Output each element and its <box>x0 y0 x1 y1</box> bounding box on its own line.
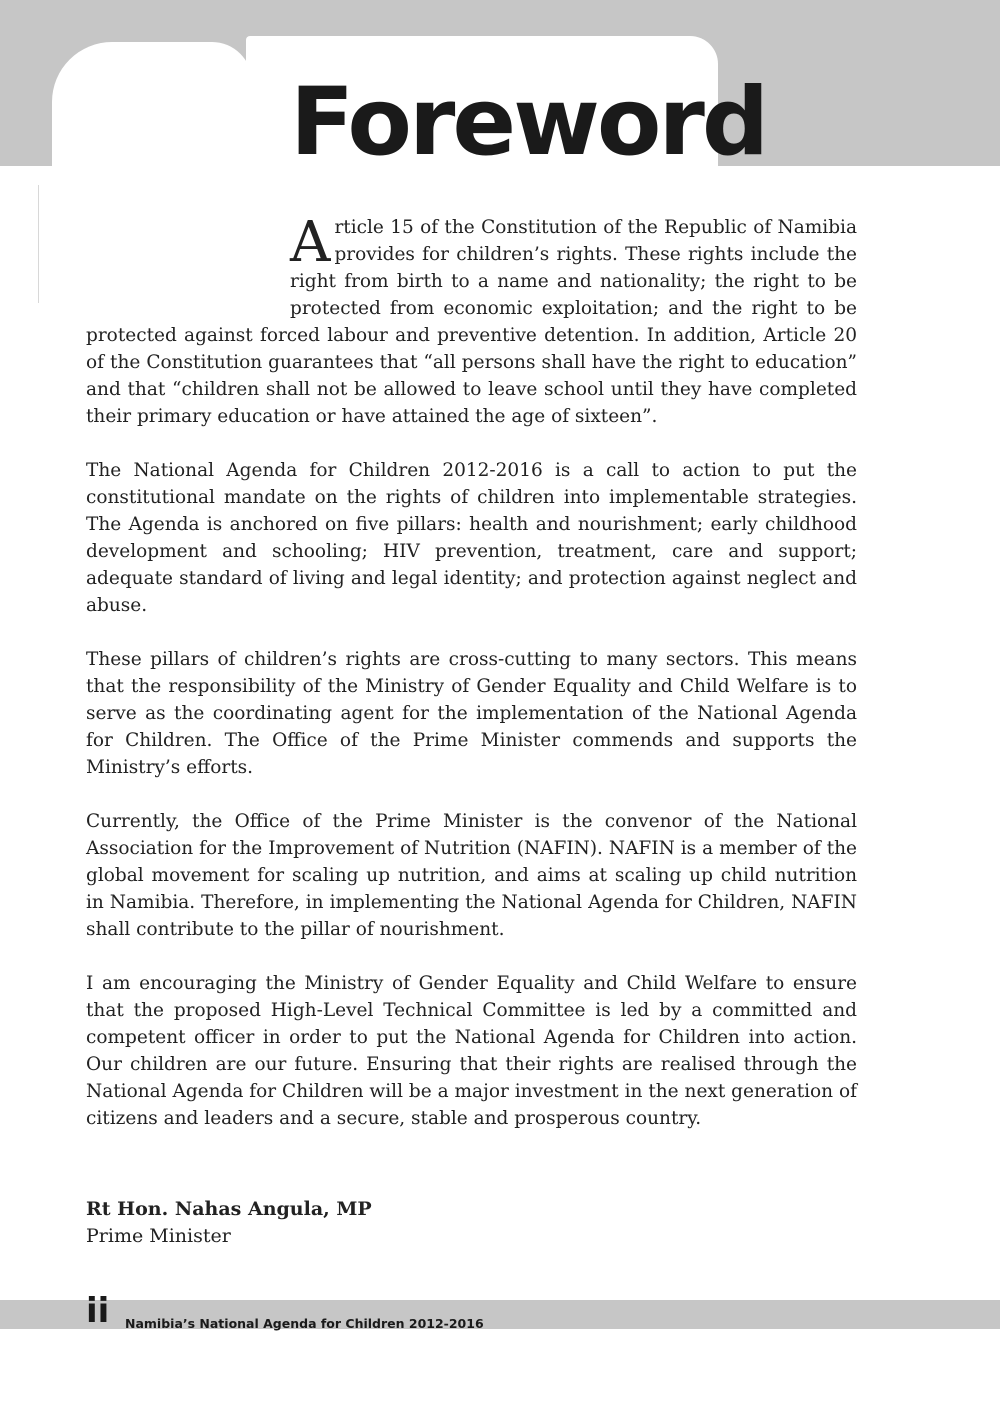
margin-rule <box>38 185 39 303</box>
signature-block <box>86 1196 372 1250</box>
paragraph-1-text: rticle 15 of the Constitution of the Republic of Namibia provides for children’s rights. These rights include the right from birth to a name and nationality; the right to be protected from economic exploitation; and the right to be protected against forced labour and preventive detention. In addition, Article 20 of the Constitution guarantees that “all persons shall have the right to education” and that “children shall not be allowed to leave school until they have completed their primary education or have attained the age of sixteen”. <box>86 217 857 427</box>
signatory-name: Rt Hon. Nahas Angula, MP <box>86 1198 372 1220</box>
drop-cap: A <box>290 210 331 275</box>
signatory-role: Prime Minister <box>86 1225 231 1247</box>
foreword-body <box>86 210 857 1159</box>
paragraph-5: I am encouraging the Ministry of Gender Equality and Child Welfare to ensure that the proposed High-Level Technical Committee is led by a committed and competent officer in order to put the National Agenda for Children into action. Our children are our future. Ensuring that their rights are realised through the National Agenda for Children will be a major investment in the next generation of citizens and leaders and a secure, stable and prosperous country. <box>86 973 857 1129</box>
page-number: ii <box>86 1291 110 1331</box>
paragraph-4: Currently, the Office of the Prime Minister is the convenor of the National Association for the Improvement of Nutrition (NAFIN). NAFIN is a member of the global movement for scaling up nutrition, and aims at scaling up child nutrition in Namibia. Therefore, in implementing the National Agenda for Children, NAFIN shall contribute to the pillar of nourishment. <box>86 811 857 940</box>
paragraph-3: These pillars of children’s rights are cross-cutting to many sectors. This means that the responsibility of the Ministry of Gender Equality and Child Welfare is to serve as the coordinating agent for the implementation of the National Agenda for Children. The Office of the Prime Minister commends and supports the Ministry’s efforts. <box>86 649 857 778</box>
paragraph-2: The National Agenda for Children 2012-2016 is a call to action to put the constitutional mandate on the rights of children into implementable strategies. The Agenda is anchored on five pillars: health and nourishment; early childhood development and schooling; HIV prevention, treatment, care and support; adequate standard of living and legal identity; and protection against neglect and abuse. <box>86 460 857 616</box>
page-title: Foreword <box>290 68 767 177</box>
footer-publication-title: Namibia’s National Agenda for Children 2012-2016 <box>125 1316 484 1331</box>
intro-indent <box>86 214 290 322</box>
header-white-shape-left <box>52 42 252 192</box>
